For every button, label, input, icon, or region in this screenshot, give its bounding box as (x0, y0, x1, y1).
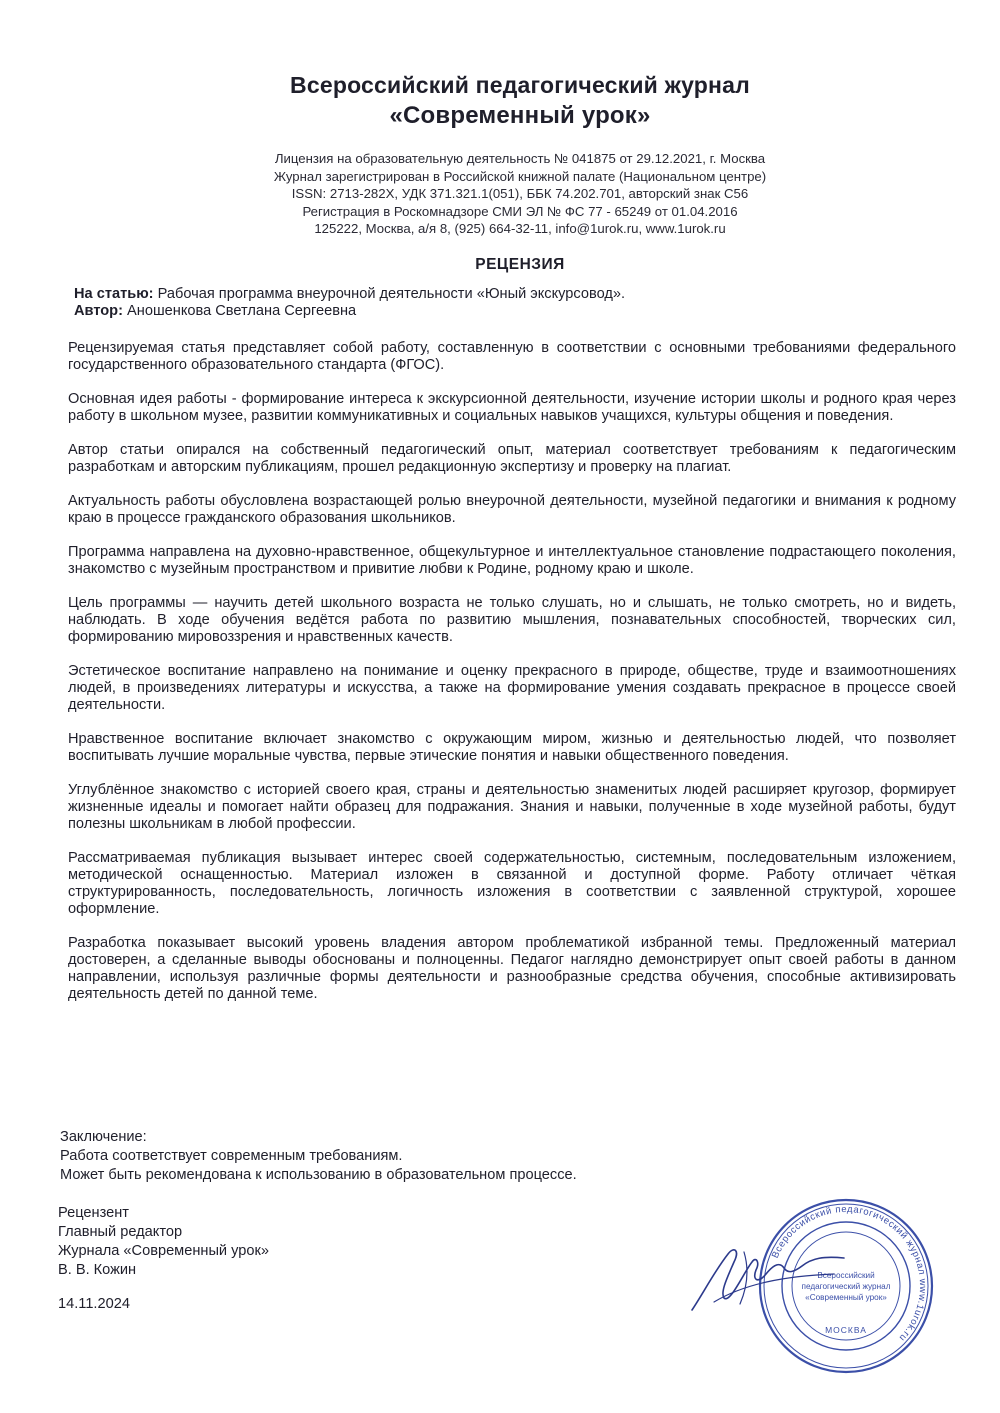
review-paragraph: Рецензируемая статья представляет собой работу, составленную в соответствии с основными требованиями федерального государственного образовательного стандарта (ФГОС). (68, 340, 956, 373)
review-paragraph: Основная идея работы - формирование интереса к экскурсионной деятельности, изучение истории школы и родного края через работу в школьном музее, развитии коммуникативных и социальных навыков учащихся, культуры общения и поведения. (68, 391, 956, 424)
review-paragraph: Актуальность работы обусловлена возрастающей ролью внеурочной деятельности, музейной педагогики и внимания к родному краю в процессе гражданского образования школьников. (68, 493, 956, 526)
review-paragraph: Разработка показывает высокий уровень владения автором проблематикой избранной темы. Предложенный материал достоверен, а сделанные выводы обоснованы и полноценны. Педагог наглядно демонстрирует опыт своей работы в данном направлении, используя различные формы деятельности и разнообразные средства обучения, способные активизировать деятельность детей по данной теме. (68, 935, 956, 1002)
meta-contacts: 125222, Москва, а/я 8, (925) 664-32-11, info@1urok.ru, www.1urok.ru (314, 221, 726, 237)
author-line (74, 303, 625, 320)
stamp-center-line3: «Современный урок» (805, 1293, 887, 1302)
article-line (74, 286, 625, 303)
author-label: Автор: (74, 303, 123, 319)
meta-issn: ISSN: 2713-282X, УДК 371.321.1(051), ББК 74.202.701, авторский знак С56 (291, 186, 749, 202)
meta-registration: Журнал зарегистрирован в Российской книжной палате (Национальном центре) (273, 168, 767, 184)
meta-license: Лицензия на образовательную деятельность № 041875 от 29.12.2021, г. Москва (274, 151, 766, 166)
article-info (74, 286, 625, 320)
stamp-center-line2: педагогический журнал (801, 1282, 891, 1291)
conclusion-line: Может быть рекомендована к использованию в образовательном процессе. (60, 1167, 577, 1183)
signature-position: Главный редактор (58, 1224, 183, 1240)
review-paragraph: Цель программы — научить детей школьного возраста не только слушать, но и слышать, не только смотреть, но и видеть, наблюдать. В ходе обучения ведётся работа по развитию мышления, познавательных способностей, творческих сил, формированию мировоззрения и нравственных качеств. (68, 595, 956, 645)
signature-block (58, 1204, 269, 1280)
signature-journal: Журнала «Современный урок» (58, 1243, 270, 1259)
review-paragraph: Углублённое знакомство с историей своего края, страны и деятельностью знаменитых людей расширяет кругозор, формирует жизненные идеалы и помогает найти образец для подражания. Знания и навыки, полученные в ходе музейной работы, будут полезны школьникам в любой профессии. (68, 782, 956, 832)
handwritten-signature (684, 1232, 864, 1322)
document-heading: РЕЦЕНЗИЯ (475, 256, 565, 273)
article-title: Рабочая программа внеурочной деятельности «Юный экскурсовод». (157, 286, 626, 302)
signature-role: Рецензент (58, 1205, 129, 1221)
conclusion-line: Работа соответствует современным требованиям. (60, 1148, 403, 1164)
review-paragraph: Эстетическое воспитание направлено на понимание и оценку прекрасного в природе, обществе, труде и взаимоотношениях людей, в произведениях литературы и искусства, а также на формирование умения создавать прекрасное в процессе своей деятельности. (68, 663, 956, 713)
author-name: Аношенкова Светлана Сергеевна (127, 303, 357, 319)
meta-roskomnadzor: Регистрация в Роскомнадзоре СМИ ЭЛ № ФС 77 - 65249 от 01.04.2016 (302, 203, 738, 219)
document-date: 14.11.2024 (58, 1296, 130, 1312)
journal-title-line2: «Современный урок» (389, 102, 651, 129)
review-paragraph: Программа направлена на духовно-нравственное, общекультурное и интеллектуальное становление подрастающего поколения, знакомство с музейным пространством и привитие любви к Родине, родному краю и школе. (68, 544, 956, 577)
review-body (68, 340, 956, 1020)
conclusion-label: Заключение: (60, 1129, 147, 1145)
signature-name: В. В. Кожин (58, 1262, 137, 1278)
journal-title-line1: Всероссийский педагогический журнал (290, 72, 750, 98)
journal-meta (0, 150, 1000, 238)
stamp-city: МОСКВА (825, 1325, 867, 1335)
review-paragraph: Автор статьи опирался на собственный педагогический опыт, материал соответствует требованиям к педагогическим разработкам и авторским публикациям, прошел редакционную экспертизу и проверку на плагиат. (68, 442, 956, 475)
review-paragraph: Рассматриваемая публикация вызывает интерес своей содержательностью, системным, последовательным изложением, методической оснащенностью. Материал изложен в связанной и доступной форме. Работу отличает чёткая структурированность, последовательность, логичность изложения в соответствии с заявленной структурой, хорошее оформление. (68, 850, 956, 917)
review-paragraph: Нравственное воспитание включает знакомство с окружающим миром, жизнью и деятельностью людей, что позволяет воспитывать лучшие моральные чувства, первые этические понятия и навыки общественного поведения. (68, 731, 956, 764)
article-label: На статью: (74, 286, 154, 302)
stamp-center-line1: Всероссийский (817, 1271, 875, 1280)
conclusion (60, 1128, 577, 1185)
stamp-ring-text: Всероссийский педагогический журнал www.1urok.ru (769, 1203, 929, 1344)
